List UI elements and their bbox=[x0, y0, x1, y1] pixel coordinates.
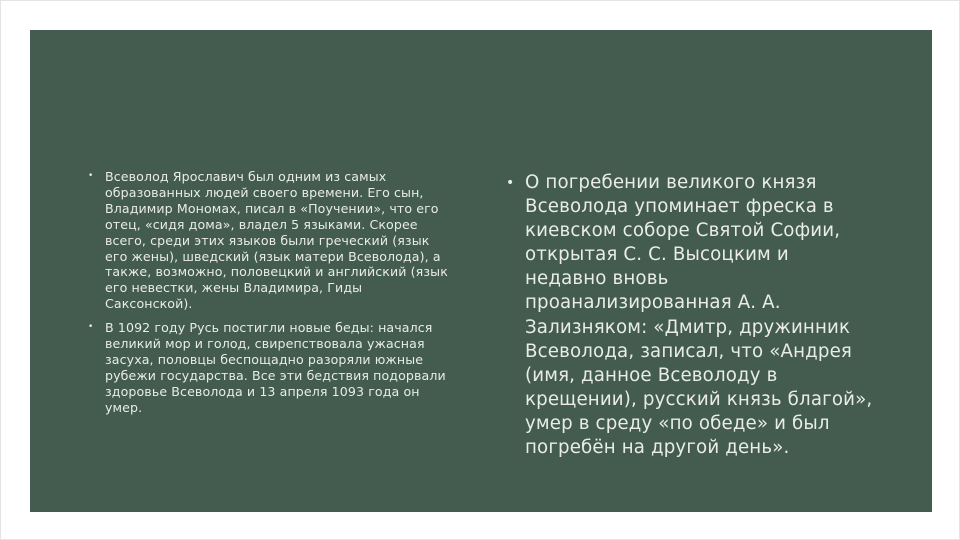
left-text-column bbox=[88, 169, 448, 424]
left-bullet-item-2 bbox=[88, 320, 448, 415]
right-bullet-list bbox=[506, 171, 876, 460]
left-bullet-text-1: Всеволод Ярославич был одним из самых образованных людей своего времени. Его сын, Владимир Мономах, писал в «Поучении», что его отец, «сидя дома», владел 5 языками. Скорее всего, среди этих языков были греческий (язык его жены), шведский (язык матери Всеволода), а также, возможно, половецкий и английский (язык его невестки, жены Владимира, Гиды Саксонской). bbox=[105, 169, 448, 312]
slide bbox=[30, 30, 932, 512]
right-bullet-item-1 bbox=[506, 171, 876, 460]
left-bullet-text-2: В 1092 году Русь постигли новые беды: начался великий мор и голод, свирепствовала ужасная засуха, половцы беспощадно разоряли южные рубежи государства. Все эти бедствия подорвали здоровье Всеволода и 13 апреля 1093 года он умер. bbox=[105, 320, 446, 415]
right-bullet-text-1: О погребении великого князя Всеволода упоминает фреска в киевском соборе Святой Софии, открытая С. С. Высоцким и недавно вновь проанализированная А. А. Зализняком: «Дмитр, дружинник Всеволода, записал, что «Андрея (имя, данное Всеволоду в крещении), русский князь благой», умер в среду «по обеде» и был погребён на другой день». bbox=[525, 172, 873, 459]
bullet-marker: • bbox=[88, 322, 94, 333]
left-bullet-list bbox=[88, 169, 448, 416]
right-text-column bbox=[506, 171, 876, 460]
bullet-marker: • bbox=[506, 175, 515, 191]
left-bullet-item-1 bbox=[88, 169, 448, 312]
bullet-marker: • bbox=[88, 171, 94, 181]
